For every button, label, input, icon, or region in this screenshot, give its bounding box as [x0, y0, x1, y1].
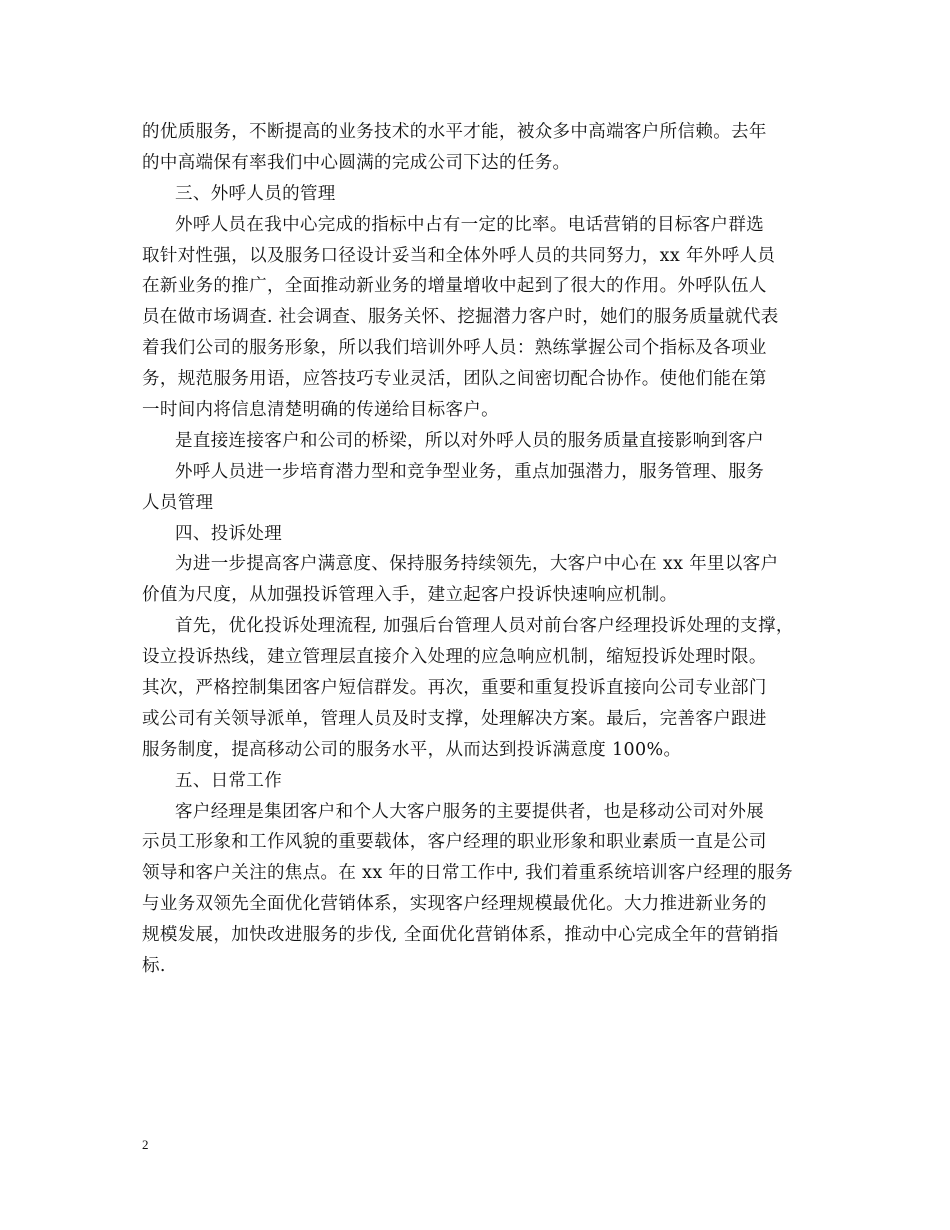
text-line: 在新业务的推广，全面推动新业务的增量增收中起到了很大的作用。外呼队伍人	[142, 276, 767, 297]
text-line: 标.	[142, 956, 166, 977]
text-line: 示员工形象和工作风貌的重要载体，客户经理的职业形象和职业素质一直是公司	[142, 832, 767, 853]
text-line: 的中高端保有率我们中心圆满的完成公司下达的任务。	[142, 152, 571, 173]
text-line: 一时间内将信息清楚明确的传递给目标客户。	[142, 400, 499, 421]
text-line: 服务制度，提高移动公司的服务水平，从而达到投诉满意度 100%。	[142, 739, 682, 760]
text-line: 或公司有关领导派单，管理人员及时支撑，处理解决方案。最后，完善客户跟进	[142, 708, 767, 729]
text-line: 为进一步提高客户满意度、保持服务持续领先，大客户中心在 xx 年里以客户	[175, 554, 779, 575]
text-line: 首先，优化投诉处理流程, 加强后台管理人员对前台客户经理投诉处理的支撑，	[175, 616, 794, 637]
text-line: 是直接连接客户和公司的桥梁，所以对外呼人员的服务质量直接影响到客户	[175, 430, 765, 451]
text-line: 取针对性强，以及服务口径设计妥当和全体外呼人员的共同努力，xx 年外呼人员	[142, 245, 776, 266]
text-line: 其次，严格控制集团客户短信群发。再次，重要和重复投诉直接向公司专业部门	[142, 678, 767, 699]
section-heading: 三、外呼人员的管理	[175, 183, 336, 204]
text-line: 外呼人员在我中心完成的指标中占有一定的比率。电话营销的目标客户群选	[175, 214, 765, 235]
text-line: 员在做市场调查. 社会调查、服务关怀、挖掘潜力客户时，她们的服务质量就代表	[142, 307, 779, 328]
text-line: 务，规范服务用语，应答技巧专业灵活，团队之间密切配合协作。使他们能在第	[142, 369, 767, 390]
text-line: 价值为尺度，从加强投诉管理入手，建立起客户投诉快速响应机制。	[142, 585, 678, 606]
text-line: 与业务双领先全面优化营销体系，实现客户经理规模最优化。大力推进新业务的	[142, 894, 767, 915]
section-heading: 四、投诉处理	[175, 523, 283, 544]
text-line: 规模发展，加快改进服务的步伐, 全面优化营销体系，推动中心完成全年的营销指	[142, 925, 779, 946]
text-line: 人员管理	[142, 492, 214, 513]
section-heading: 五、日常工作	[175, 770, 283, 791]
text-line: 设立投诉热线，建立管理层直接介入处理的应急响应机制，缩短投诉处理时限。	[142, 647, 767, 668]
text-line: 着我们公司的服务形象，所以我们培训外呼人员：熟练掌握公司个指标及各项业	[142, 338, 767, 359]
document-body	[142, 117, 810, 982]
text-line: 客户经理是集团客户和个人大客户服务的主要提供者，也是移动公司对外展	[175, 801, 765, 822]
text-line: 领导和客户关注的焦点。在 xx 年的日常工作中, 我们着重系统培训客户经理的服务	[142, 863, 793, 884]
page-number: 2	[142, 1137, 149, 1152]
text-line: 外呼人员进一步培育潜力型和竞争型业务，重点加强潜力，服务管理、服务	[175, 461, 765, 482]
text-line: 的优质服务，不断提高的业务技术的水平才能，被众多中高端客户所信赖。去年	[142, 122, 767, 142]
